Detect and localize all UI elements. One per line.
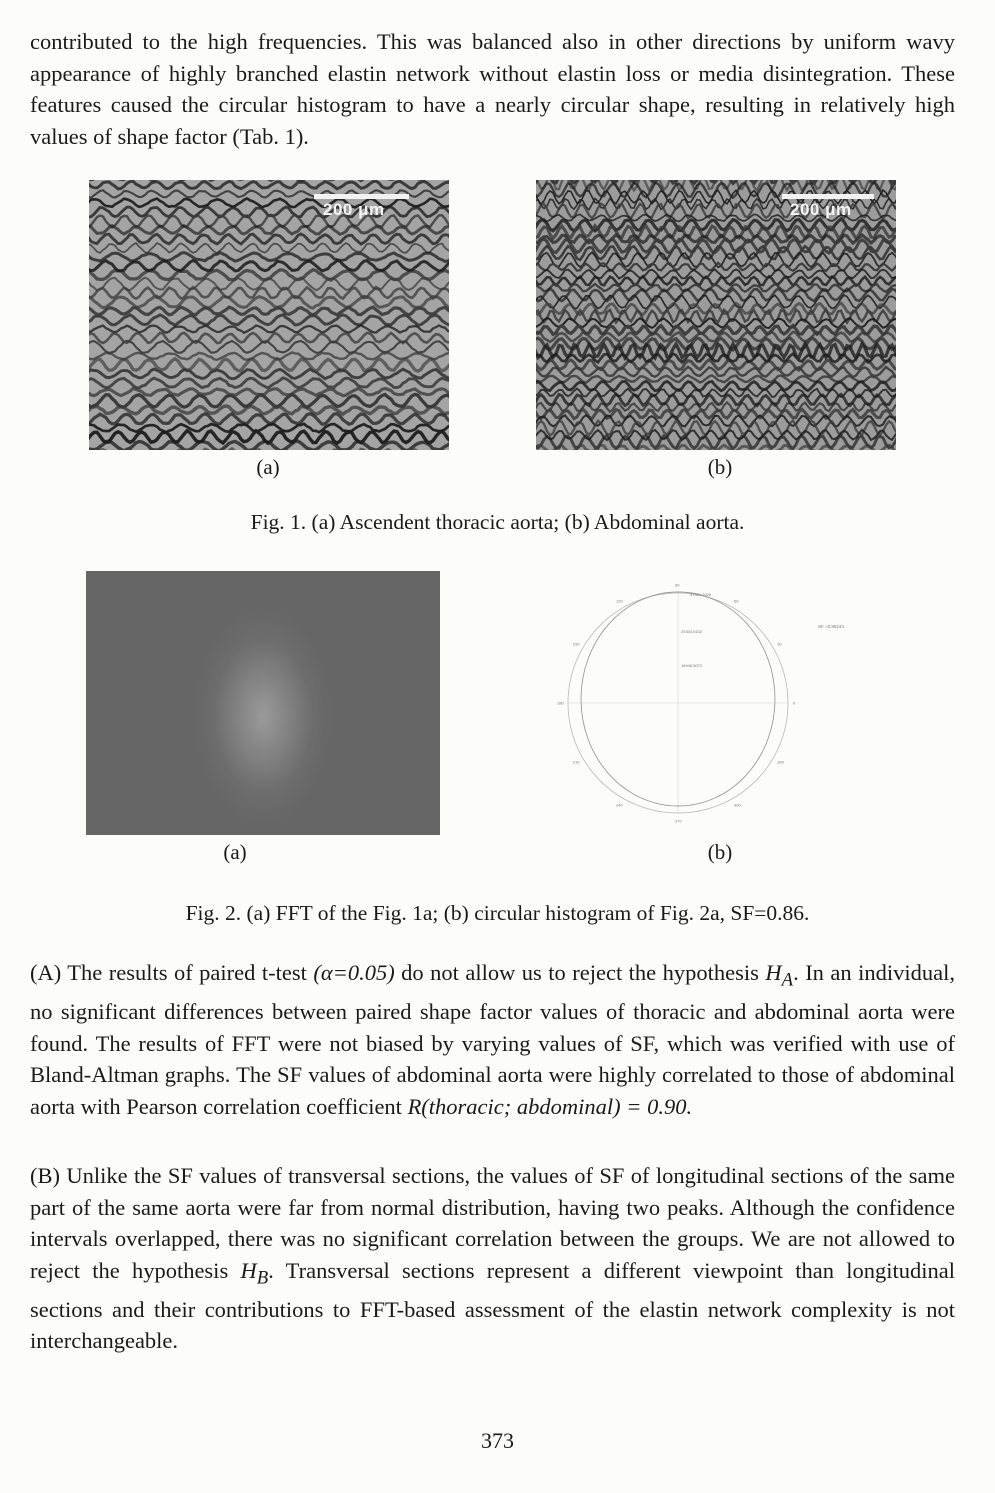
scale-bar-label: 200 μm	[323, 200, 385, 219]
page-number: 373	[481, 1428, 514, 1453]
sf-annotation: SF =0.86244	[818, 624, 844, 629]
fig2-caption: Fig. 2. (a) FFT of the Fig. 1a; (b) circular histogram of Fig. 2a, SF=0.86.	[185, 901, 810, 925]
polar-angle-label: 300	[734, 802, 741, 808]
hypothesis-subscript: B	[256, 1267, 269, 1289]
paragraph-text: . In an individual, no significant differences between paired shape factor values of thoracic and abdominal aorta were found. The results of FFT were not biased by varying values of SF, which was verified with use of Bland-Altman graphs. The SF values of abdominal aorta were highly correlated to those of abdominal aorta with Pearson correlation coefficient	[30, 960, 955, 1119]
fft-spectrum-image	[86, 571, 440, 835]
polar-angle-label: 90	[675, 582, 680, 588]
polar-value-1: 25303.5102	[681, 629, 703, 634]
body-paragraph-b	[30, 1160, 955, 1357]
alpha-expression: (α=0.05)	[313, 960, 395, 985]
polar-value-0: 37321.2026	[690, 592, 712, 597]
polar-angle-label: 120	[616, 598, 623, 604]
body-paragraph-top	[30, 26, 955, 152]
polar-angle-label: 270	[675, 818, 682, 824]
paragraph-text: . Transversal sections represent a different viewpoint than longitudinal sections and their contributions to FFT-based assessment of the elastin network complexity is not interchangeable.	[30, 1257, 955, 1354]
paragraph-text: do not allow us to reject the hypothesis	[394, 960, 766, 985]
hypothesis-symbol: H	[240, 1257, 257, 1283]
polar-angle-label: 60	[734, 598, 739, 604]
scale-bar	[782, 194, 874, 199]
body-paragraph-a	[30, 957, 955, 1122]
paragraph-text: contributed to the high frequencies. This was balanced also in other directions by uniform wavy appearance of highly branched elastin network without elastin loss or media disintegration. These features caused the circular histogram to have a nearly circular shape, resulting in relatively high values of shape factor (Tab. 1).	[30, 29, 955, 149]
circular-histogram	[548, 578, 808, 828]
polar-angle-label: 0	[793, 700, 796, 706]
fig2-sublabel-b: (b)	[707, 840, 733, 864]
polar-angle-label: 240	[616, 802, 623, 808]
fig2-sublabel-a: (a)	[223, 840, 247, 864]
scale-bar-label: 200 μm	[790, 200, 852, 219]
polar-angle-label: 180	[557, 700, 564, 706]
paragraph-text: (A) The results of paired t-test	[30, 960, 314, 985]
hypothesis-subscript: A	[781, 969, 794, 991]
micrograph-thoracic	[89, 180, 449, 450]
correlation-expression: R(thoracic; abdominal) = 0.90.	[407, 1093, 693, 1119]
micrograph-abdominal	[536, 180, 896, 450]
polar-value-2: 16446.8072	[681, 663, 703, 668]
polar-angle-label: 30	[777, 641, 782, 647]
hypothesis-symbol: H	[765, 960, 782, 985]
fig1-sublabel-a: (a)	[256, 455, 280, 479]
micrograph-texture	[89, 180, 449, 450]
scale-bar	[314, 194, 409, 199]
polar-angle-label: 150	[572, 641, 580, 647]
polar-angle-label: 210	[572, 759, 580, 765]
micrograph-texture	[536, 180, 896, 450]
fig1-sublabel-b: (b)	[707, 455, 733, 479]
polar-angle-label: 330	[777, 759, 784, 765]
paragraph-text: (B) Unlike the SF values of transversal sections, the values of SF of longitudinal sections of the same part of the same aorta were far from normal distribution, having two peaks. Although the confidence intervals overlapped, there was no significant correlation between the groups. We are not allowed to reject the hypothesis	[30, 1163, 955, 1283]
fig1-caption: Fig. 1. (a) Ascendent thoracic aorta; (b) Abdominal aorta.	[250, 510, 745, 534]
